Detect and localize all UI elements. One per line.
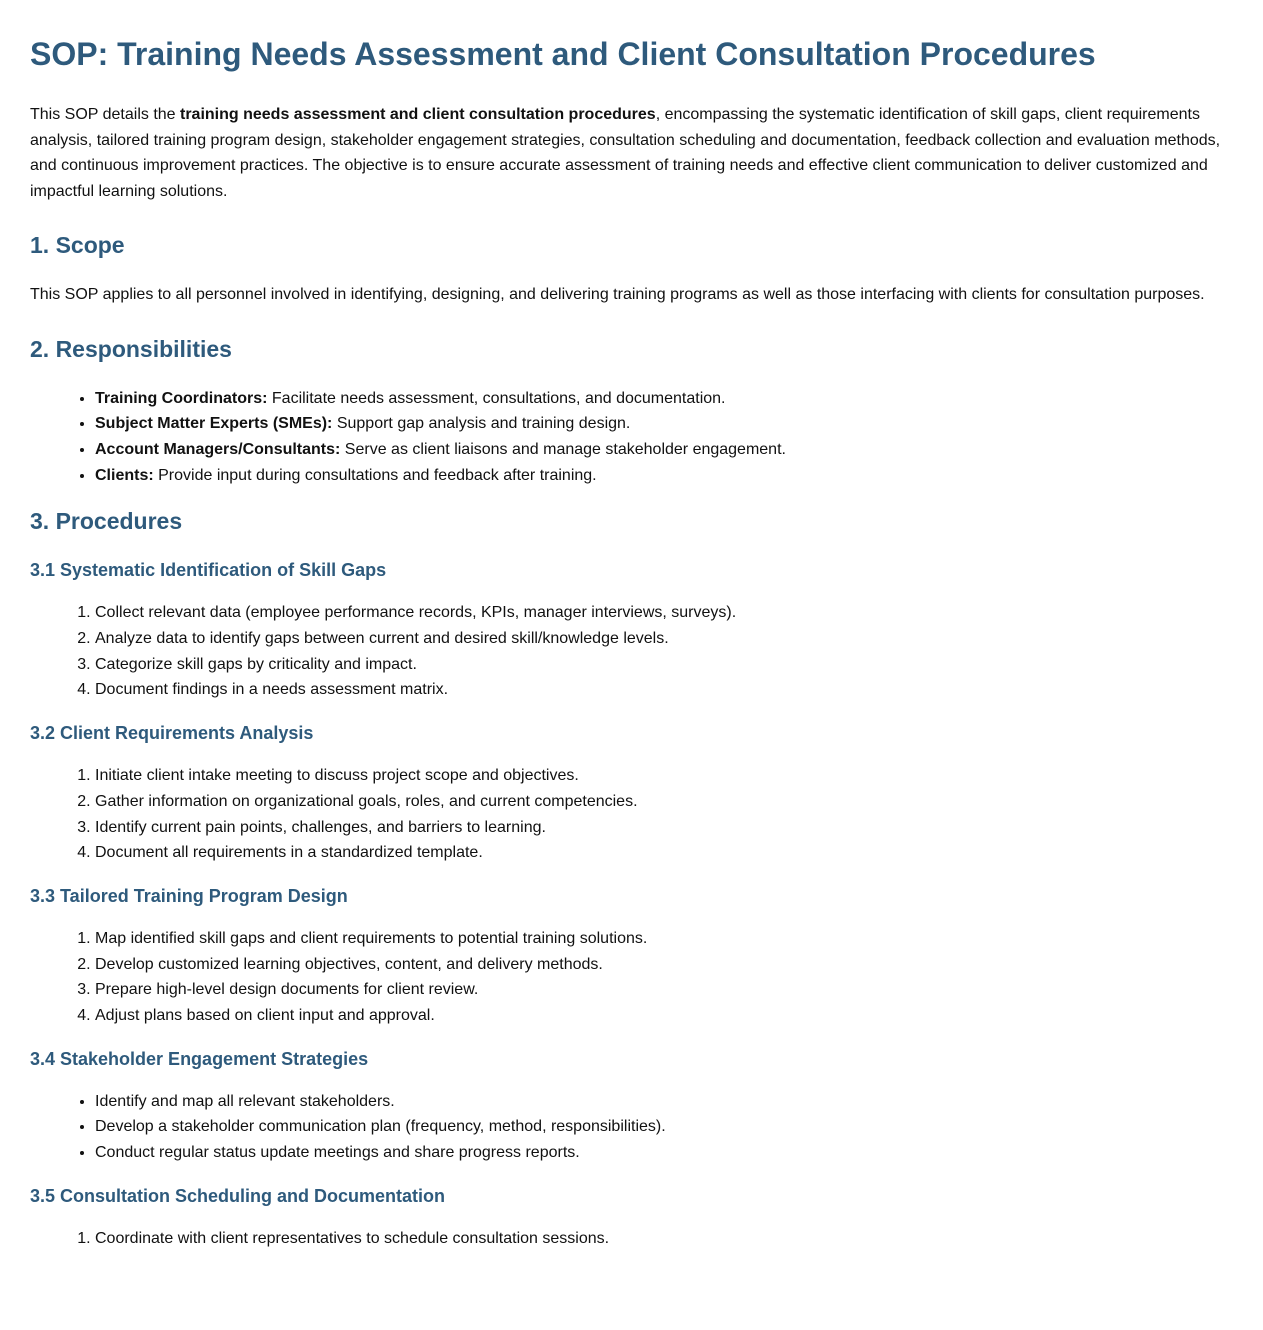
page-title: SOP: Training Needs Assessment and Client Consultation Procedures: [30, 36, 1096, 72]
intro-text-after: , encompassing the systematic identification of skill gaps, client requirements analysis, tailored training program design, stakeholder engagement strategies, consultation scheduling and documentation, feedback collection and evaluation methods, and continuous improvement practices. The objective is to ensure accurate assessment of training needs and effective client communication to deliver customized and impactful learning solutions.: [30, 106, 1221, 200]
responsibilities-list: [30, 386, 1233, 489]
section-3-2-heading: 3.2 Client Requirements Analysis: [30, 723, 314, 744]
list-item: • Conduct regular status update meetings and share progress reports.: [95, 1140, 1233, 1166]
list-item: [95, 463, 1233, 489]
section-3-1-list: [30, 600, 1233, 703]
role-description: Facilitate needs assessment, consultations, and documentation.: [267, 389, 726, 407]
list-item: 1. Map identified skill gaps and client requirements to potential training solutions.: [95, 926, 1233, 952]
section-3-3-list: [30, 926, 1233, 1029]
list-item: 1. Coordinate with client representatives to schedule consultation sessions.: [95, 1226, 1233, 1252]
section-3-5-list: [30, 1226, 1233, 1252]
role-label: Training Coordinators:: [95, 389, 268, 407]
list-item: 3. Categorize skill gaps by criticality and impact.: [95, 652, 1233, 678]
section-3-2-list: [30, 763, 1233, 866]
list-item: 4. Document all requirements in a standardized template.: [95, 840, 1233, 866]
intro-text-before: This SOP details the: [30, 106, 180, 123]
responsibilities-heading: 2. Responsibilities: [30, 335, 232, 362]
section-3-4-list: [30, 1089, 1233, 1166]
list-item: 2. Gather information on organizational goals, roles, and current competencies.: [95, 789, 1233, 815]
intro-text-bold: training needs assessment and client consultation procedures: [180, 106, 656, 123]
scope-paragraph: This SOP applies to all personnel involved in identifying, designing, and delivering training programs as well as those interfacing with clients for consultation purposes.: [30, 286, 1205, 303]
list-item: 2. Analyze data to identify gaps between current and desired skill/knowledge levels.: [95, 626, 1233, 652]
intro-paragraph: [30, 102, 1233, 204]
role-label: Subject Matter Experts (SMEs):: [95, 415, 333, 433]
list-item: [95, 411, 1233, 437]
list-item: [95, 437, 1233, 463]
role-label: Account Managers/Consultants:: [95, 440, 341, 458]
procedures-heading: 3. Procedures: [30, 508, 183, 535]
scope-heading: 1. Scope: [30, 232, 125, 258]
role-label: Clients:: [95, 466, 154, 484]
role-description: Support gap analysis and training design.: [332, 415, 631, 433]
section-3-1-heading: 3.1 Systematic Identification of Skill Gaps: [30, 560, 387, 581]
list-item: 4. Document findings in a needs assessment matrix.: [95, 677, 1233, 703]
section-3-4-heading: 3.4 Stakeholder Engagement Strategies: [30, 1048, 369, 1069]
list-item: • Identify and map all relevant stakeholders.: [95, 1089, 1233, 1115]
list-item: 3. Prepare high-level design documents for client review.: [95, 977, 1233, 1003]
section-3-3-heading: 3.3 Tailored Training Program Design: [30, 885, 348, 906]
list-item: 3. Identify current pain points, challenges, and barriers to learning.: [95, 815, 1233, 841]
section-3-5-heading: 3.5 Consultation Scheduling and Documentation: [30, 1185, 446, 1206]
list-item: • Develop a stakeholder communication plan (frequency, method, responsibilities).: [95, 1114, 1233, 1140]
role-description: Serve as client liaisons and manage stakeholder engagement.: [340, 440, 786, 458]
list-item: 4. Adjust plans based on client input and approval.: [95, 1003, 1233, 1029]
list-item: [95, 386, 1233, 412]
list-item: 1. Initiate client intake meeting to discuss project scope and objectives.: [95, 763, 1233, 789]
list-item: 1. Collect relevant data (employee performance records, KPIs, manager interviews, surveys).: [95, 600, 1233, 626]
role-description: Provide input during consultations and feedback after training.: [153, 466, 597, 484]
list-item: 2. Develop customized learning objectives, content, and delivery methods.: [95, 952, 1233, 978]
